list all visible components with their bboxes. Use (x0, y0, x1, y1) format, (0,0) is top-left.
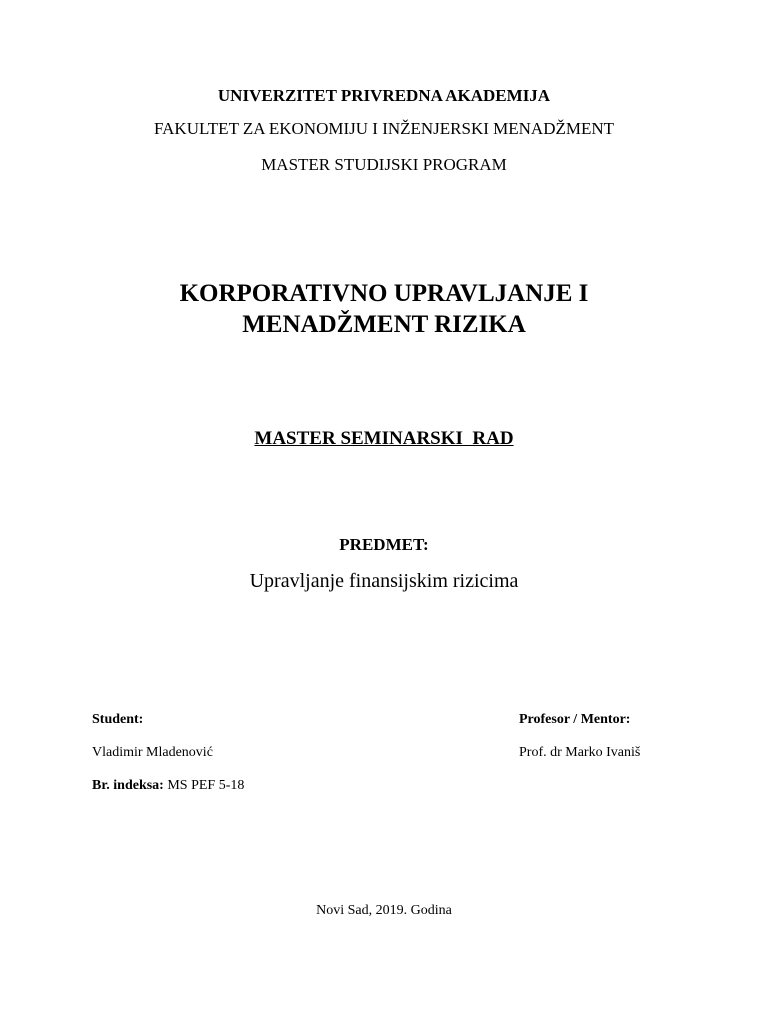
document-type-text: MASTER SEMINARSKI RAD (254, 428, 514, 449)
title-line-1: KORPORATIVNO UPRAVLJANJE I (179, 280, 589, 307)
document-title (0, 278, 768, 340)
student-index (92, 778, 244, 794)
place-and-date: Novi Sad, 2019. Godina (316, 903, 452, 918)
student-name: Vladimir Mladenović (92, 745, 213, 760)
mentor-name: Prof. dr Marko Ivaniš (519, 745, 641, 760)
university-name: UNIVERZITET PRIVREDNA AKADEMIJA (217, 86, 551, 105)
study-program: MASTER STUDIJSKI PROGRAM (261, 155, 507, 174)
faculty-name: FAKULTET ZA EKONOMIJU I INŽENJERSKI MENADŽMENT (153, 119, 615, 138)
student-label: Student: (92, 712, 144, 727)
document-type (0, 428, 768, 450)
index-value: MS PEF 5-18 (167, 778, 245, 793)
mentor-label: Profesor / Mentor: (519, 712, 631, 727)
title-line-2: MENADŽMENT RIZIKA (242, 311, 526, 338)
subject-label: PREDMET: (339, 535, 429, 554)
index-label: Br. indeksa: (92, 778, 164, 793)
subject-value: Upravljanje finansijskim rizicima (249, 570, 519, 592)
